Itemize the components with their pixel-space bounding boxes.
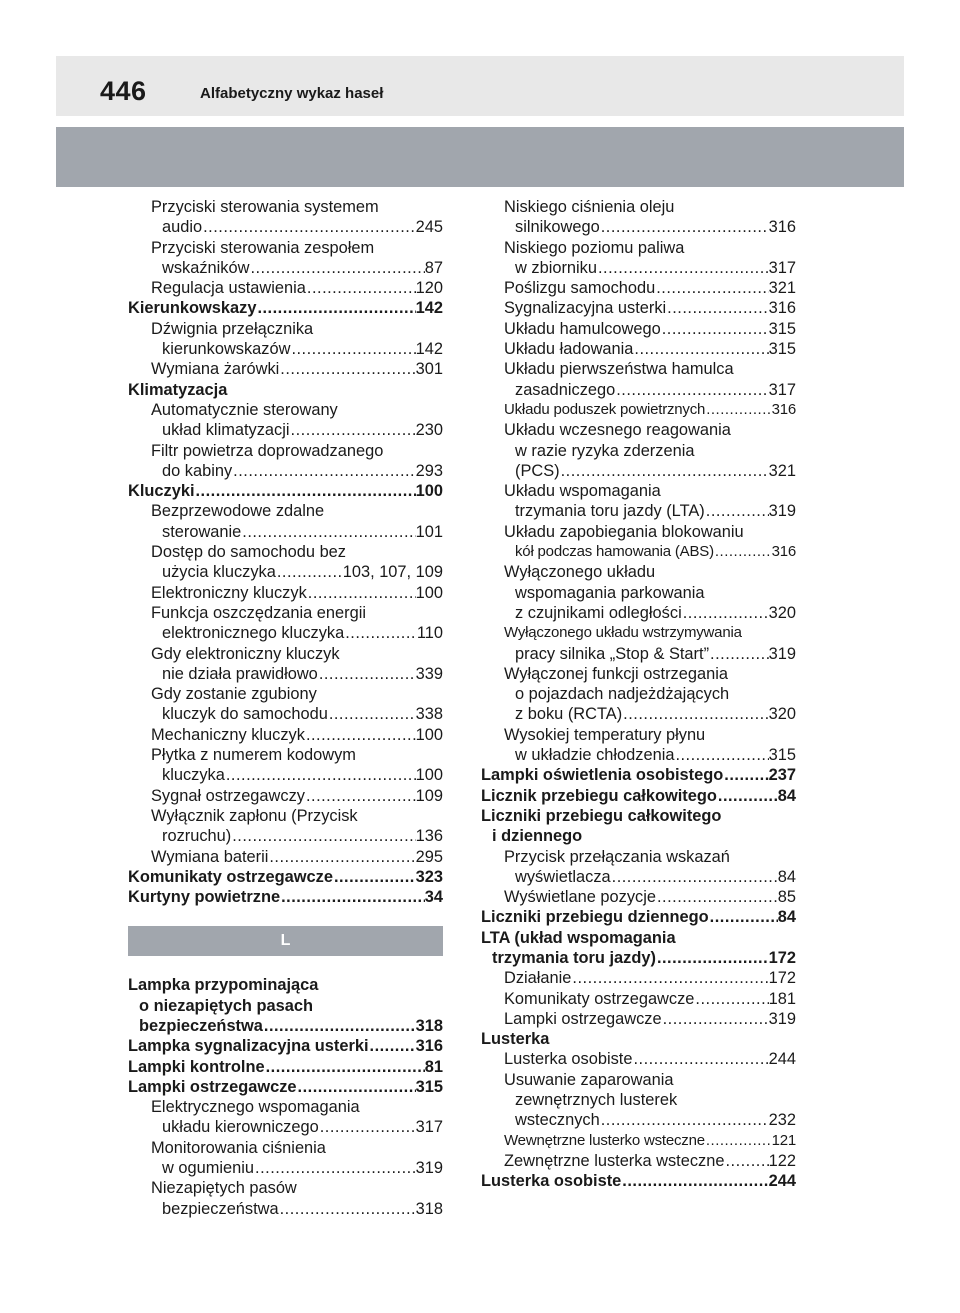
- index-entry-main: [481, 765, 796, 785]
- entry-label: wyświetlacza: [515, 867, 611, 886]
- index-line: Układu wczesnego reagowania: [504, 421, 731, 440]
- dot-leader: [305, 786, 416, 806]
- dot-leader: [560, 461, 769, 481]
- index-entry: [128, 562, 443, 582]
- page-reference: 318: [415, 1016, 443, 1035]
- decorative-band: [56, 127, 904, 187]
- entry-label: Kierunkowskazy: [128, 299, 257, 318]
- index-heading: Lampka przypominająca: [128, 976, 319, 995]
- entry-label: kierunkowskazów: [162, 340, 291, 359]
- entry-label: Układu poduszek powietrznych: [504, 400, 706, 418]
- entry-label: Mechaniczny kluczyk: [151, 725, 305, 744]
- index-entry: [128, 420, 443, 440]
- page-reference: 338: [415, 705, 443, 724]
- entry-label: Układu ładowania: [504, 340, 634, 359]
- index-entry: [128, 826, 443, 846]
- index-line: Wysokiej temperatury płynu: [504, 725, 706, 744]
- entry-label: bezpieczeństwa: [139, 1016, 263, 1035]
- page-reference: 317: [768, 258, 796, 277]
- entry-label: Działanie: [504, 969, 572, 988]
- page-reference: 100: [415, 482, 443, 501]
- index-heading: Liczniki przebiegu całkowitego: [481, 806, 722, 825]
- page-reference: 323: [415, 867, 443, 886]
- index-line: w razie ryzyka zderzenia: [515, 441, 695, 460]
- dot-leader: [279, 1199, 416, 1219]
- dot-leader: [611, 867, 778, 887]
- index-entry: [128, 461, 443, 481]
- dot-leader: [241, 522, 415, 542]
- index-entry: [481, 298, 796, 318]
- entry-label: z czujnikami odległości: [515, 603, 682, 622]
- dot-leader: [268, 847, 415, 867]
- dot-leader: [307, 583, 416, 603]
- index-line: Niskiego ciśnienia oleju: [504, 198, 675, 216]
- page-reference: 122: [768, 1151, 796, 1170]
- entry-label: Komunikaty ostrzegawcze: [504, 989, 695, 1008]
- page-reference: 295: [415, 847, 443, 866]
- index-entry: [481, 380, 796, 400]
- index-entry: [128, 704, 443, 724]
- index-entry: [128, 847, 443, 867]
- dot-leader: [305, 725, 416, 745]
- dot-leader: [369, 1036, 416, 1056]
- index-line: Przyciski sterowania systemem: [151, 198, 379, 216]
- page-reference: 316: [415, 1037, 443, 1056]
- page-reference: 232: [768, 1111, 796, 1130]
- index-line: Układu wspomagania: [504, 482, 661, 501]
- dot-leader: [705, 501, 769, 521]
- page-reference: 315: [768, 746, 796, 765]
- index-entry: [481, 217, 796, 237]
- header-bar: [56, 56, 904, 116]
- entry-label: Licznik przebiegu całkowitego: [481, 786, 717, 805]
- index-heading: i dziennego: [492, 827, 583, 846]
- dot-leader: [276, 562, 343, 582]
- page-reference: 34: [424, 888, 443, 907]
- entry-label: Zewnętrzne lusterka wsteczne: [504, 1151, 725, 1170]
- dot-leader: [249, 258, 424, 278]
- index-entry: [481, 501, 796, 521]
- index-entry-main: [128, 298, 443, 318]
- entry-label: Lampki ostrzegawcze: [128, 1077, 297, 1096]
- dot-leader: [694, 989, 768, 1009]
- entry-label: Wewnętrzne lusterko wsteczne: [504, 1131, 705, 1149]
- dot-leader: [318, 664, 416, 684]
- entry-label: Lusterka osobiste: [504, 1050, 633, 1069]
- entry-label: Lampki oświetlenia osobistego: [481, 766, 724, 785]
- index-entry: [481, 1049, 796, 1069]
- page-reference: 85: [777, 888, 796, 907]
- entry-label: układu kierowniczego: [162, 1118, 319, 1137]
- page-reference: 84: [777, 908, 796, 927]
- entry-label: nie działa prawidłowo: [162, 664, 318, 683]
- entry-label: elektronicznego kluczyka: [162, 624, 345, 643]
- dot-leader: [709, 644, 769, 664]
- entry-label: rozruchu): [162, 827, 232, 846]
- page-reference: 318: [415, 1199, 443, 1218]
- index-line: Filtr powietrza doprowadzanego: [151, 441, 384, 460]
- page-reference: 319: [415, 1159, 443, 1178]
- dot-leader: [682, 603, 769, 623]
- index-line: Wyłącznik zapłonu (Przycisk: [151, 806, 358, 825]
- index-entry: [128, 664, 443, 684]
- dot-leader: [655, 278, 768, 298]
- page-reference: 293: [415, 461, 443, 480]
- page-reference: 110: [416, 624, 443, 643]
- index-line: Niezapiętych pasów: [151, 1179, 297, 1198]
- page-reference: 315: [415, 1077, 443, 1096]
- index-entry: [128, 623, 443, 643]
- index-entry: [481, 1110, 796, 1130]
- entry-label: do kabiny: [162, 461, 233, 480]
- index-entry: [128, 786, 443, 806]
- index-line: Przycisk przełączania wskazań: [504, 847, 730, 866]
- entry-label: Wymiana żarówki: [151, 360, 280, 379]
- page-reference: 319: [768, 502, 796, 521]
- index-line: Monitorowania ciśnienia: [151, 1138, 326, 1157]
- page-reference: 321: [768, 279, 796, 298]
- index-entry: [481, 887, 796, 907]
- entry-label: sterowanie: [162, 522, 242, 541]
- entry-label: użycia kluczyka: [162, 563, 276, 582]
- dot-leader: [328, 704, 416, 724]
- index-entry: [481, 1131, 796, 1151]
- entry-label: kluczyka: [162, 766, 225, 785]
- index-entry: [481, 542, 796, 562]
- index-line: Dostęp do samochodu bez: [151, 543, 346, 562]
- dot-leader: [231, 826, 415, 846]
- index-entry: [128, 278, 443, 298]
- index-heading: Klimatyzacja: [128, 380, 228, 399]
- index-heading: LTA (układ wspomagania: [481, 928, 676, 947]
- index-line: zewnętrznych lusterek: [515, 1091, 678, 1110]
- entry-label: Lampki ostrzegawcze: [504, 1009, 662, 1028]
- index-line: Gdy zostanie zgubiony: [151, 685, 317, 704]
- entry-label: Wymiana baterii: [151, 847, 269, 866]
- page-reference: 103, 107, 109: [342, 563, 443, 582]
- index-entry: [128, 217, 443, 237]
- entry-label: Komunikaty ostrzegawcze: [128, 867, 333, 886]
- dot-leader: [279, 359, 415, 379]
- index-line: Automatycznie sterowany: [151, 400, 338, 419]
- dot-leader: [656, 948, 769, 968]
- index-entry: [128, 339, 443, 359]
- dot-leader: [263, 1016, 416, 1036]
- dot-leader: [666, 298, 768, 318]
- page-reference: 244: [768, 1050, 796, 1069]
- index-entry-main: [128, 867, 443, 887]
- index-entry: [481, 1151, 796, 1171]
- dot-leader: [333, 867, 416, 887]
- page-reference: 316: [768, 299, 796, 318]
- index-entry: [481, 339, 796, 359]
- page-reference: 109: [415, 786, 443, 805]
- entry-label: układ klimatyzacji: [162, 421, 290, 440]
- page-reference: 230: [415, 421, 443, 440]
- entry-label: w układzie chłodzenia: [515, 746, 675, 765]
- index-entry: [128, 583, 443, 603]
- page-reference: 172: [768, 969, 796, 988]
- dot-leader: [633, 339, 768, 359]
- index-entry-main: [128, 481, 443, 501]
- entry-label: Wyświetlane pozycje: [504, 888, 656, 907]
- page-reference: 317: [415, 1118, 443, 1137]
- index-line: Układu zapobiegania blokowaniu: [504, 522, 744, 541]
- entry-label: Liczniki przebiegu dziennego: [481, 908, 709, 927]
- page-reference: 315: [768, 340, 796, 359]
- page-reference: 315: [768, 319, 796, 338]
- index-line: o pojazdach nadjeżdżających: [515, 685, 730, 704]
- entry-label: Sygnał ostrzegawczy: [151, 786, 305, 805]
- dot-leader: [344, 623, 417, 643]
- index-entry: [481, 400, 796, 420]
- dot-leader: [705, 1131, 772, 1151]
- index-entry: [481, 867, 796, 887]
- index-entry-main: [481, 948, 796, 968]
- entry-label: Poślizgu samochodu: [504, 279, 656, 298]
- entry-label: Lampka sygnalizacyjna usterki: [128, 1037, 369, 1056]
- dot-leader: [724, 1151, 768, 1171]
- entry-label: zasadniczego: [515, 380, 616, 399]
- entry-label: kół podczas hamowania (ABS): [515, 543, 714, 561]
- index-column-right: [481, 197, 796, 1192]
- dot-leader: [656, 887, 778, 907]
- index-entry-main: [481, 907, 796, 927]
- index-entry: [481, 461, 796, 481]
- page-reference: 320: [768, 705, 796, 724]
- index-line: Elektrycznego wspomagania: [151, 1098, 360, 1117]
- dot-leader: [709, 907, 778, 927]
- page-reference: 100: [415, 725, 443, 744]
- page-reference: 142: [415, 299, 443, 318]
- dot-leader: [717, 786, 778, 806]
- index-entry: [481, 319, 796, 339]
- letter-divider: L: [128, 926, 443, 956]
- index-line: Gdy elektroniczny kluczyk: [151, 644, 340, 663]
- entry-label: Kurtyny powietrzne: [128, 888, 281, 907]
- entry-label: wskaźników: [162, 258, 250, 277]
- page-reference: 319: [768, 644, 796, 663]
- index-entry: [481, 258, 796, 278]
- dot-leader: [662, 1009, 769, 1029]
- dot-leader: [597, 258, 769, 278]
- index-heading: o niezapiętych pasach: [139, 996, 313, 1015]
- dot-leader: [622, 704, 768, 724]
- page-reference: 81: [424, 1057, 443, 1076]
- page-reference: 181: [768, 989, 796, 1008]
- dot-leader: [290, 420, 416, 440]
- page-reference: 319: [768, 1009, 796, 1028]
- page-reference: 339: [415, 664, 443, 683]
- index-line: Funkcja oszczędzania energii: [151, 603, 367, 622]
- page-reference: 237: [768, 766, 796, 785]
- dot-leader: [290, 339, 415, 359]
- page-reference: 316: [771, 543, 796, 561]
- entry-label: trzymania toru jazdy): [492, 948, 656, 967]
- index-line: Bezprzewodowe zdalne: [151, 502, 325, 521]
- index-entry: [128, 765, 443, 785]
- entry-label: audio: [162, 218, 203, 237]
- index-heading: Lusterka: [481, 1030, 550, 1049]
- entry-label: silnikowego: [515, 218, 600, 237]
- index-entry: [128, 359, 443, 379]
- page-reference: 316: [768, 218, 796, 237]
- dot-leader: [600, 1110, 769, 1130]
- dot-leader: [280, 887, 425, 907]
- index-entry: [481, 644, 796, 664]
- page-reference: 301: [415, 360, 443, 379]
- dot-leader: [674, 745, 768, 765]
- entry-label: wstecznych: [515, 1111, 600, 1130]
- dot-leader: [225, 765, 416, 785]
- index-line: Dźwignia przełącznika: [151, 319, 314, 338]
- dot-leader: [297, 1077, 416, 1097]
- dot-leader: [195, 481, 416, 501]
- index-entry: [128, 258, 443, 278]
- dot-leader: [661, 319, 769, 339]
- index-line: Przyciski sterowania zespołem: [151, 238, 375, 257]
- dot-leader: [615, 380, 768, 400]
- page-reference: 121: [771, 1131, 796, 1149]
- page-reference: 244: [768, 1172, 796, 1191]
- entry-label: Lampki kontrolne: [128, 1057, 265, 1076]
- dot-leader: [319, 1117, 416, 1137]
- dot-leader: [306, 278, 416, 298]
- entry-label: Sygnalizacyjna usterki: [504, 299, 667, 318]
- entry-label: Regulacja ustawienia: [151, 279, 306, 298]
- page-reference: 120: [415, 279, 443, 298]
- index-entry-main: [481, 786, 796, 806]
- dot-leader: [723, 765, 768, 785]
- index-entry-main: [128, 1057, 443, 1077]
- page-reference: 84: [777, 786, 796, 805]
- dot-leader: [714, 542, 772, 562]
- dot-leader: [600, 217, 769, 237]
- entry-label: z boku (RCTA): [515, 705, 623, 724]
- index-entry: [481, 603, 796, 623]
- dot-leader: [571, 968, 768, 988]
- index-line: Układu pierwszeństwa hamulca: [504, 360, 734, 379]
- dot-leader: [256, 298, 415, 318]
- dot-leader: [632, 1049, 768, 1069]
- index-entry: [128, 1158, 443, 1178]
- index-entry: [128, 522, 443, 542]
- index-entry-main: [128, 1036, 443, 1056]
- entry-label: Kluczyki: [128, 482, 195, 501]
- page-reference: 317: [768, 380, 796, 399]
- index-entry: [481, 278, 796, 298]
- page-reference: 100: [415, 766, 443, 785]
- index-entry: [481, 989, 796, 1009]
- index-column-left: [128, 197, 443, 1219]
- page-reference: 84: [777, 867, 796, 886]
- index-line: Usuwanie zaparowania: [504, 1070, 674, 1089]
- dot-leader: [621, 1171, 768, 1191]
- entry-label: pracy silnika „Stop & Start”: [515, 644, 710, 663]
- index-entry: [128, 1199, 443, 1219]
- entry-label: bezpieczeństwa: [162, 1199, 279, 1218]
- page-reference: 321: [768, 461, 796, 480]
- index-entry-main: [128, 1016, 443, 1036]
- entry-label: kluczyk do samochodu: [162, 705, 328, 724]
- entry-label: w zbiorniku: [515, 258, 597, 277]
- page-reference: 100: [415, 583, 443, 602]
- index-entry: [481, 968, 796, 988]
- index-entry-main: [128, 1077, 443, 1097]
- index-entry: [128, 725, 443, 745]
- dot-leader: [254, 1158, 416, 1178]
- index-line: wspomagania parkowania: [515, 583, 705, 602]
- index-line: Wyłączonej funkcji ostrzegania: [504, 664, 728, 683]
- index-entry-main: [128, 887, 443, 907]
- index-line: Płytka z numerem kodowym: [151, 746, 356, 765]
- entry-label: Układu hamulcowego: [504, 319, 661, 338]
- dot-leader: [202, 217, 416, 237]
- index-line: Wyłączonego układu: [504, 563, 656, 582]
- page-reference: 245: [415, 218, 443, 237]
- page-reference: 87: [424, 258, 443, 277]
- dot-leader: [705, 400, 771, 420]
- entry-label: Lusterka osobiste: [481, 1172, 622, 1191]
- page-reference: 142: [415, 340, 443, 359]
- dot-leader: [265, 1057, 425, 1077]
- entry-label: trzymania toru jazdy (LTA): [515, 502, 705, 521]
- page-reference: 101: [415, 522, 443, 541]
- entry-label: (PCS): [515, 461, 560, 480]
- section-title: Alfabetyczny wykaz haseł: [200, 85, 384, 102]
- page-reference: 172: [768, 948, 796, 967]
- index-entry: [481, 1009, 796, 1029]
- index-entry: [128, 1117, 443, 1137]
- index-entry: [481, 745, 796, 765]
- index-entry-main: [481, 1171, 796, 1191]
- page-reference: 136: [415, 827, 443, 846]
- entry-label: Elektroniczny kluczyk: [151, 583, 307, 602]
- page-reference: 316: [771, 400, 796, 418]
- page-number: 446: [100, 76, 147, 106]
- entry-label: w ogumieniu: [162, 1159, 255, 1178]
- page-reference: 320: [768, 603, 796, 622]
- dot-leader: [232, 461, 415, 481]
- index-line: Niskiego poziomu paliwa: [504, 238, 685, 257]
- index-entry: [481, 704, 796, 724]
- index-line: Wyłączonego układu wstrzymywania: [504, 624, 742, 642]
